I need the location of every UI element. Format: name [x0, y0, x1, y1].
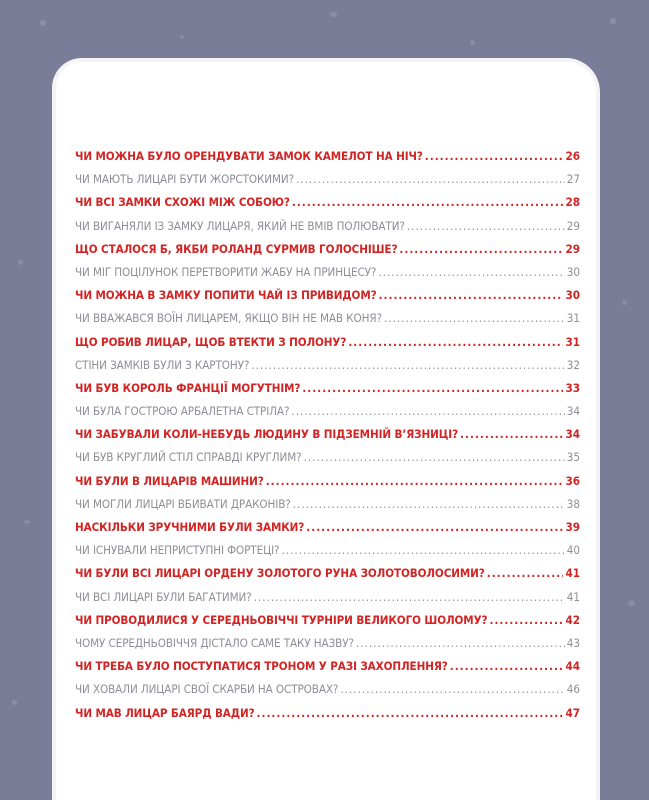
toc-entry-page: 46 — [566, 682, 580, 697]
toc-entry-title: ЧИ БУЛА ГОСТРОЮ АРБАЛЕТНА СТРІЛА? — [75, 404, 290, 419]
toc-entry-page: 36 — [565, 473, 580, 488]
toc-entry-page: 38 — [566, 496, 580, 511]
toc-entry-title: ЧИ МОЖНА БУЛО ОРЕНДУВАТИ ЗАМОК КАМЕЛОТ НА НІЧ? — [75, 149, 423, 163]
toc-entry[interactable] — [75, 562, 580, 585]
dot-leader — [296, 168, 565, 191]
toc-entry-page: 32 — [566, 357, 580, 372]
toc-entry-page: 39 — [565, 520, 580, 534]
toc-entry[interactable] — [75, 493, 580, 516]
toc-entry-title: ЧИ МАВ ЛИЦАР БАЯРД ВАДИ? — [75, 705, 255, 720]
toc-entry-page: 31 — [565, 334, 580, 349]
toc-entry-title: ЧОМУ СЕРЕДНЬОВІЧЧЯ ДІСТАЛО САМЕ ТАКУ НАЗВУ? — [75, 635, 354, 650]
toc-entry-title: ЧИ ЗАБУВАЛИ КОЛИ-НЕБУДЬ ЛЮДИНУ В ПІДЗЕМНІЙ В’ЯЗНИЦІ? — [75, 427, 459, 442]
toc-entry-title: ЧИ МОЖНА В ЗАМКУ ПОПИТИ ЧАЙ ІЗ ПРИВИДОМ? — [75, 288, 377, 303]
toc-entry-title: ЧИ БУЛИ В ЛИЦАРІВ МАШИНИ? — [75, 473, 264, 488]
dot-leader — [384, 307, 565, 330]
toc-entry-title: ЧИ МОГЛИ ЛИЦАРІ ВБИВАТИ ДРАКОНІВ? — [75, 496, 291, 511]
dot-leader — [487, 562, 564, 585]
dot-leader — [281, 539, 564, 562]
toc-entry-page: 29 — [565, 241, 580, 256]
toc-entry-page: 33 — [565, 380, 580, 395]
toc-entry-title: ЧИ ХОВАЛИ ЛИЦАРІ СВОЇ СКАРБИ НА ОСТРОВАХ? — [75, 682, 339, 697]
toc-entry-page: 34 — [566, 404, 580, 419]
toc-entry-title: НАСКІЛЬКИ ЗРУЧНИМИ БУЛИ ЗАМКИ? — [75, 520, 305, 534]
toc-entry[interactable] — [75, 215, 580, 238]
toc-entry-title: ЧИ ВИГАНЯЛИ ІЗ ЗАМКУ ЛИЦАРЯ, ЯКИЙ НЕ ВМІВ ПОЛЮВАТИ? — [75, 218, 405, 233]
toc-entry-page: 47 — [565, 705, 580, 720]
toc-entry-title: ЧИ ІСНУВАЛИ НЕПРИСТУПНІ ФОРТЕЦІ? — [75, 543, 280, 558]
toc-entry[interactable] — [75, 261, 580, 284]
toc-entry-title: ЧИ ПРОВОДИЛИСЯ У СЕРЕДНЬОВІЧЧІ ТУРНІРИ ВЕЛИКОГО ШОЛОМУ? — [75, 612, 488, 627]
toc-entry-title: ЧИ МАЮТЬ ЛИЦАРІ БУТИ ЖОРСТОКИМИ? — [75, 172, 294, 187]
dot-leader — [292, 191, 564, 214]
dot-leader — [356, 632, 565, 655]
toc-entry[interactable] — [75, 539, 580, 562]
dot-leader — [266, 470, 564, 493]
toc-entry[interactable] — [75, 516, 580, 539]
toc-entry-page: 31 — [566, 311, 580, 326]
dot-leader — [378, 261, 564, 284]
toc-entry[interactable] — [75, 678, 580, 701]
toc-entry-page: 30 — [565, 288, 580, 303]
toc-entry-title: ЧИ БУВ КРУГЛИЙ СТІЛ СПРАВДІ КРУГЛИМ? — [75, 450, 302, 465]
toc-entry-page: 34 — [565, 427, 580, 442]
toc-entry[interactable] — [75, 377, 580, 400]
toc-entry-title: СТІНИ ЗАМКІВ БУЛИ З КАРТОНУ? — [75, 357, 250, 372]
toc-entry[interactable] — [75, 400, 580, 423]
toc-entry-page: 44 — [565, 659, 580, 674]
dot-leader — [257, 702, 564, 725]
toc-entry-page: 28 — [565, 195, 580, 210]
toc-entry-page: 43 — [566, 635, 580, 650]
toc-entry-page: 29 — [566, 218, 580, 233]
table-of-contents — [75, 145, 580, 725]
toc-entry-page: 27 — [566, 172, 580, 187]
toc-entry[interactable] — [75, 632, 580, 655]
toc-entry[interactable] — [75, 354, 580, 377]
toc-entry[interactable] — [75, 284, 580, 307]
dot-leader — [340, 678, 564, 701]
toc-entry[interactable] — [75, 191, 580, 214]
dot-leader — [302, 377, 563, 400]
dot-leader — [489, 609, 563, 632]
toc-entry[interactable] — [75, 423, 580, 446]
toc-entry-title: ЧИ БУВ КОРОЛЬ ФРАНЦІЇ МОГУТНІМ? — [75, 380, 301, 395]
toc-entry-page: 30 — [566, 264, 580, 279]
toc-entry-title: ЧИ МІГ ПОЦІЛУНОК ПЕРЕТВОРИТИ ЖАБУ НА ПРИНЦЕСУ? — [75, 264, 377, 279]
dot-leader — [306, 516, 563, 539]
toc-entry[interactable] — [75, 238, 580, 261]
toc-entry[interactable] — [75, 307, 580, 330]
dot-leader — [450, 655, 564, 678]
toc-entry-title: ЧИ ТРЕБА БУЛО ПОСТУПАТИСЯ ТРОНОМ У РАЗІ ЗАХОПЛЕННЯ? — [75, 659, 448, 674]
toc-entry[interactable] — [75, 609, 580, 632]
toc-entry-title: ЧИ ВСІ ЛИЦАРІ БУЛИ БАГАТИМИ? — [75, 589, 252, 604]
dot-leader — [407, 215, 565, 238]
toc-entry-page: 40 — [566, 543, 580, 558]
dot-leader — [425, 145, 564, 168]
toc-entry[interactable] — [75, 331, 580, 354]
dot-leader — [254, 586, 565, 609]
toc-entry[interactable] — [75, 145, 580, 168]
toc-entry-page: 41 — [566, 589, 580, 604]
dot-leader — [293, 493, 565, 516]
toc-entry-title: ЩО РОБИВ ЛИЦАР, ЩОБ ВТЕКТИ З ПОЛОНУ? — [75, 334, 347, 349]
toc-entry[interactable] — [75, 586, 580, 609]
toc-entry-title: ЧИ ВВАЖАВСЯ ВОЇН ЛИЦАРЕМ, ЯКЩО ВІН НЕ МАВ КОНЯ? — [75, 311, 382, 326]
toc-entry-title: ЩО СТАЛОСЯ Б, ЯКБИ РОЛАНД СУРМИВ ГОЛОСНІШЕ? — [75, 241, 398, 256]
dot-leader — [460, 423, 563, 446]
toc-entry-title: ЧИ ВСІ ЗАМКИ СХОЖІ МІЖ СОБОЮ? — [75, 195, 290, 210]
dot-leader — [304, 446, 565, 469]
toc-entry[interactable] — [75, 702, 580, 725]
dot-leader — [379, 284, 564, 307]
toc-entry-page: 35 — [566, 450, 580, 465]
dot-leader — [291, 400, 564, 423]
toc-entry[interactable] — [75, 655, 580, 678]
dot-leader — [251, 354, 564, 377]
dot-leader — [348, 331, 563, 354]
toc-entry[interactable] — [75, 470, 580, 493]
toc-entry-title: ЧИ БУЛИ ВСІ ЛИЦАРІ ОРДЕНУ ЗОЛОТОГО РУНА ЗОЛОТОВОЛОСИМИ? — [75, 566, 485, 581]
toc-entry[interactable] — [75, 446, 580, 469]
toc-entry-page: 41 — [565, 566, 580, 581]
toc-entry-page: 26 — [565, 149, 580, 163]
toc-entry[interactable] — [75, 168, 580, 191]
toc-entry-page: 42 — [565, 612, 580, 627]
dot-leader — [399, 238, 563, 261]
